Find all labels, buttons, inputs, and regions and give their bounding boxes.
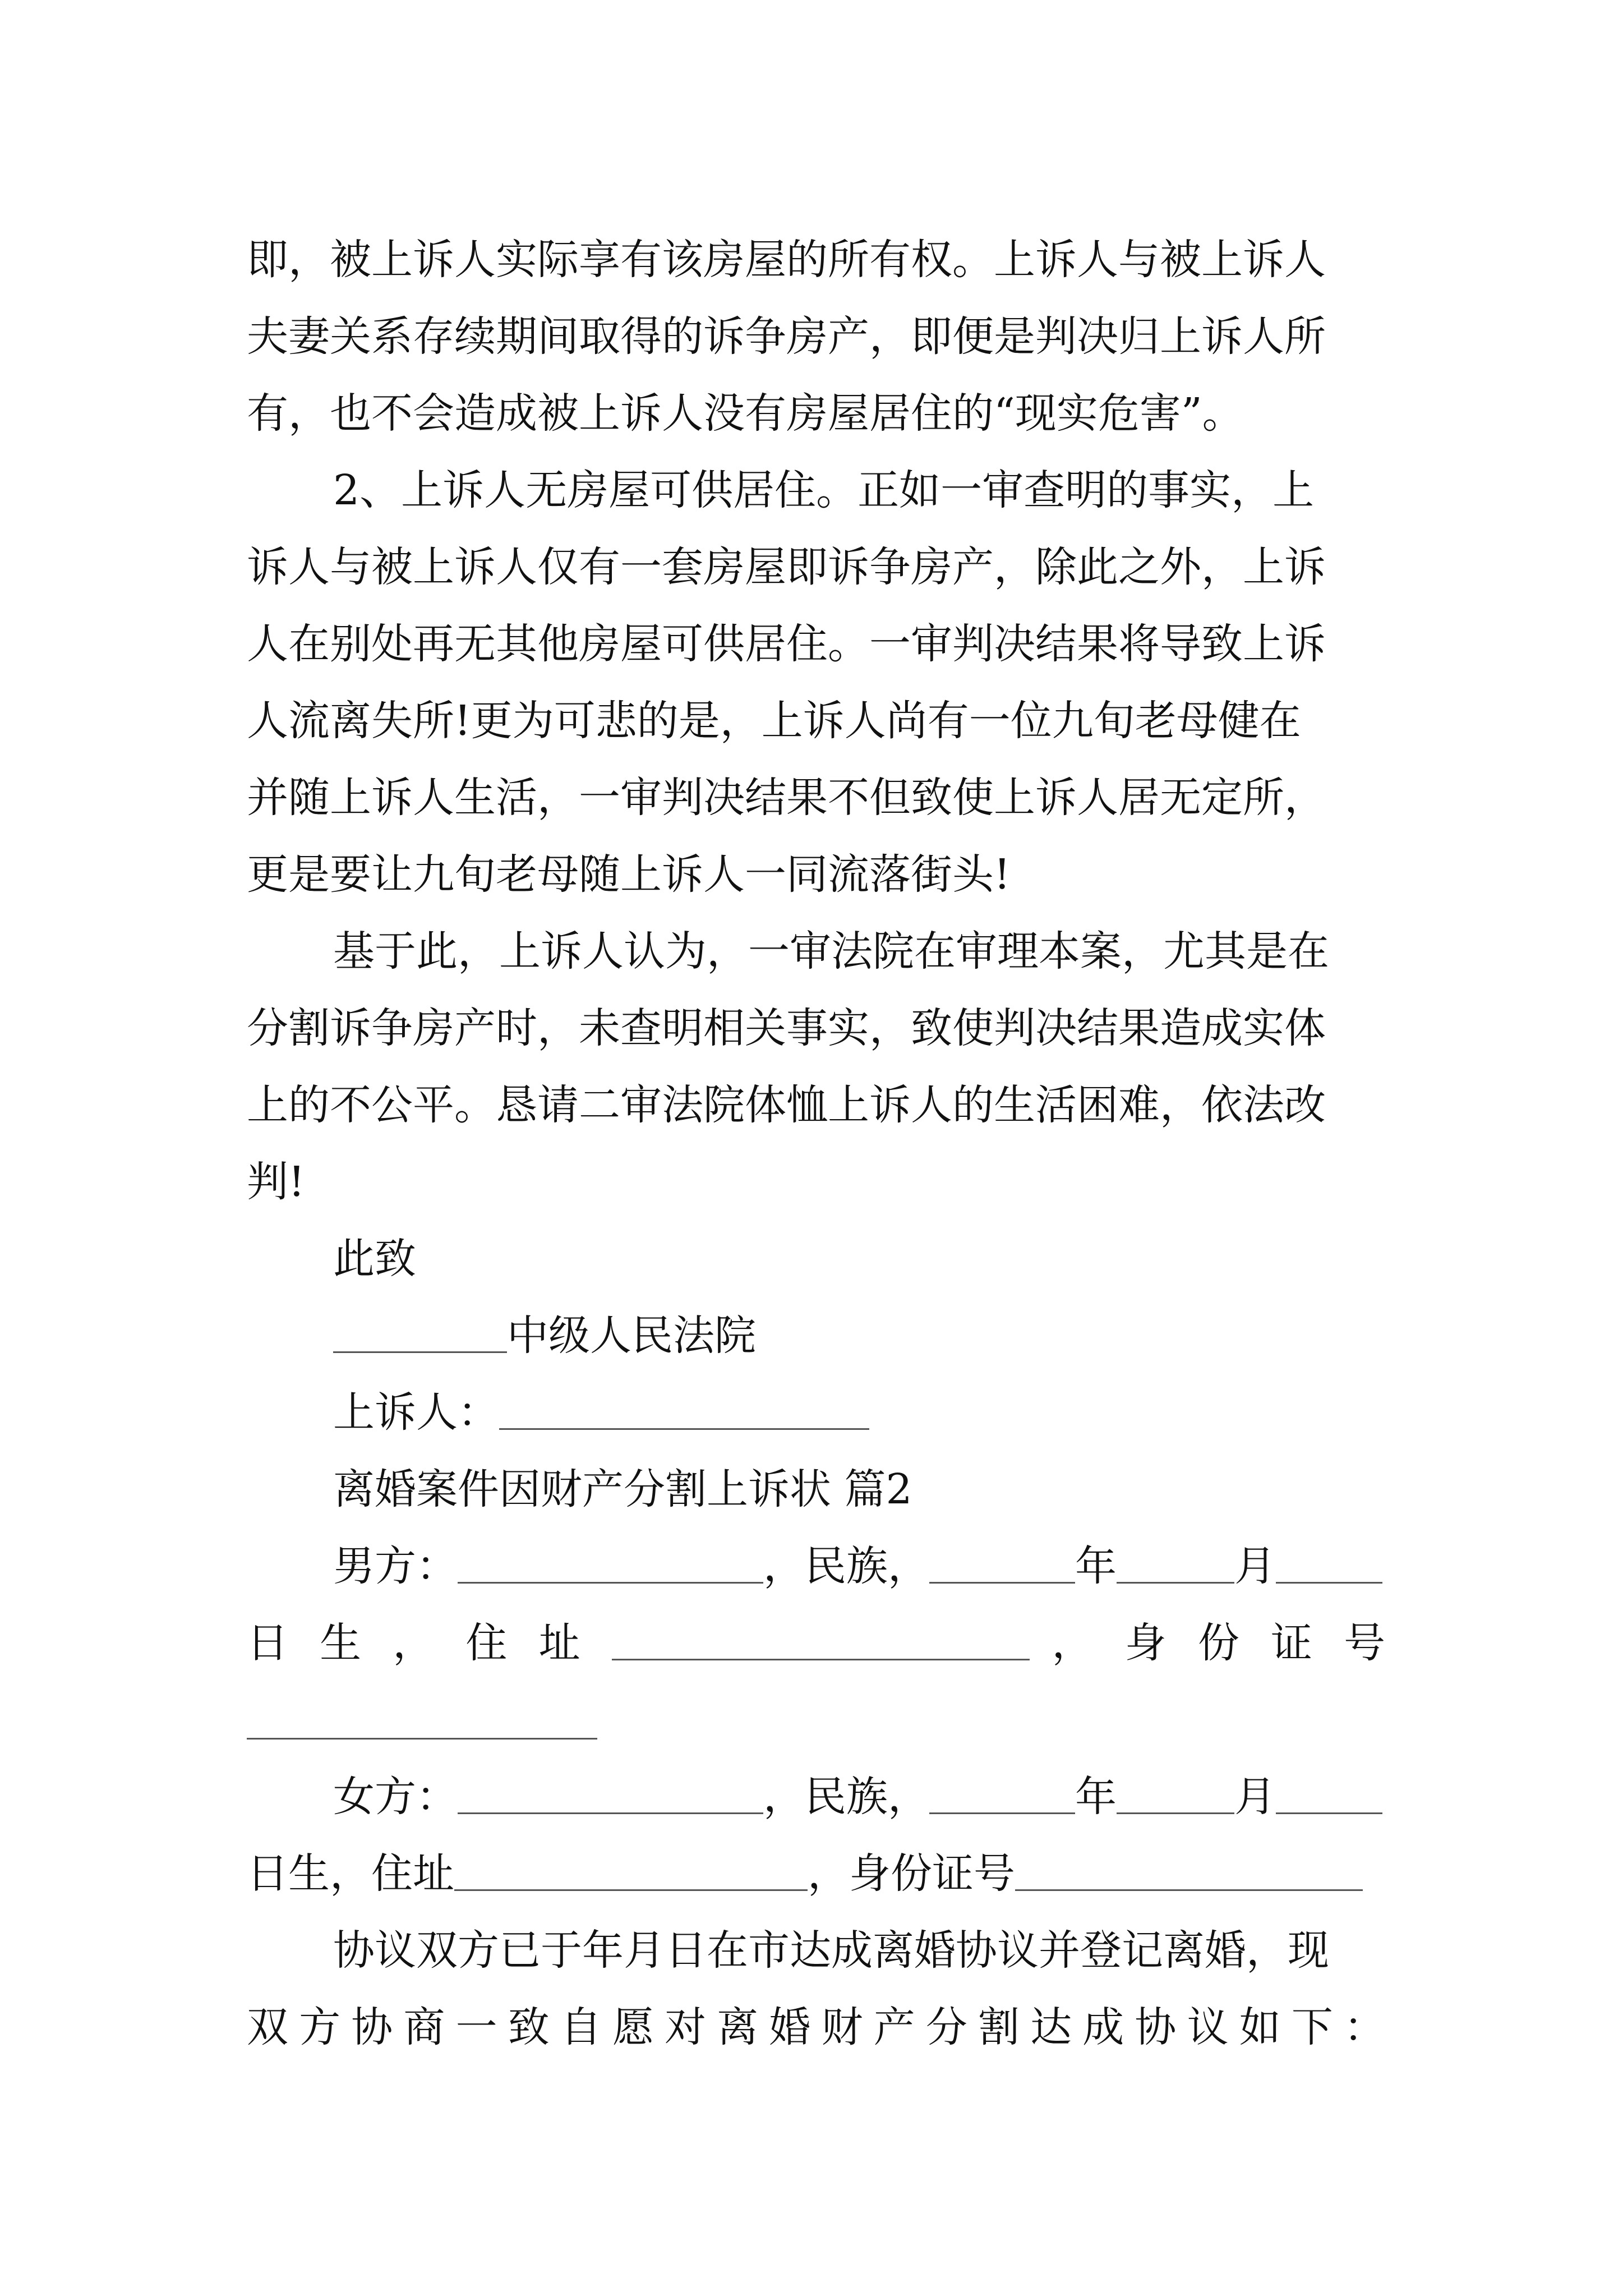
male-id-label: 份: [1197, 1619, 1249, 1667]
closing-greeting: 此致: [333, 1235, 416, 1283]
body-text-line: 即，被上诉人实际享有该房屋的所有权。上诉人与被上诉人: [247, 236, 1326, 284]
female-id-label: ，身份证号: [808, 1849, 1015, 1898]
female-ethnicity-label: ，民族，: [763, 1773, 929, 1821]
female-label: 女方：: [333, 1773, 458, 1821]
body-text-line: 2、上诉人无房屋可供居住。正如一审查明的事实，上: [333, 466, 1315, 514]
female-month-blank: [1276, 1779, 1382, 1814]
appellant-label: 上诉人：: [333, 1388, 499, 1437]
court-label: 中级人民法院: [507, 1312, 756, 1360]
male-month-label: 月: [1234, 1542, 1276, 1590]
male-address-label: 址: [538, 1619, 589, 1667]
male-address-label: 住: [465, 1619, 517, 1667]
male-born-text: ，: [393, 1619, 444, 1667]
body-text-line: 人流离失所!更为可悲的是，上诉人尚有一位九旬老母健在: [247, 697, 1301, 745]
male-month-blank: [1276, 1548, 1382, 1584]
male-id-blank: [247, 1704, 597, 1740]
body-text-line: 并随上诉人生活，一审判决结果不但致使上诉人居无定所，: [247, 774, 1326, 822]
body-text-line: 上的不公平。恳请二审法院体恤上诉人的生活困难，依法改: [247, 1081, 1326, 1129]
body-text-line: 基于此，上诉人认为，一审法院在审理本案，尤其是在: [333, 927, 1329, 976]
male-year-blank: [1117, 1548, 1234, 1584]
body-text-line: 诉人与被上诉人仅有一套房屋即诉争房产，除此之外，上诉: [247, 543, 1326, 591]
body-text-line: 双方协商一致自愿对离婚财产分割达成协议如下：: [247, 2003, 1385, 2051]
section-title: 离婚案件因财产分割上诉状 篇2: [333, 1465, 912, 1513]
body-text-line: 有，也不会造成被上诉人没有房屋居住的“现实危害”。: [247, 389, 1244, 438]
male-ethnicity-blank: [929, 1548, 1075, 1584]
body-text-line: 判!: [247, 1158, 305, 1206]
female-name-blank: [458, 1779, 763, 1814]
male-born-text: 日: [247, 1619, 298, 1667]
female-year-label: 年: [1075, 1773, 1117, 1821]
male-address-line: [247, 1605, 1385, 1682]
male-year-label: 年: [1075, 1542, 1117, 1590]
body-text-line: 协议双方已于年月日在市达成离婚协议并登记离婚，现: [333, 1926, 1329, 1975]
body-text-line: 夫妻关系存续期间取得的诉争房产，即便是判决归上诉人所: [247, 312, 1326, 361]
appellant-blank: [499, 1395, 869, 1430]
male-id-label: 证: [1270, 1619, 1322, 1667]
male-id-label: 身: [1124, 1619, 1175, 1667]
male-name-blank: [458, 1548, 763, 1584]
male-address-blank: [612, 1625, 1030, 1660]
male-ethnicity-label: ，民族，: [763, 1542, 929, 1590]
court-line: [247, 1297, 1385, 1374]
body-text-line: 更是要让九旬老母随上诉人一同流落街头!: [247, 850, 1011, 899]
body-text-line: 分割诉争房产时，未查明相关事实，致使判决结果造成实体: [247, 1004, 1326, 1052]
court-name-blank: [333, 1318, 507, 1353]
document-page: [247, 222, 1385, 2066]
male-line: [247, 1528, 1385, 1605]
male-id-label: ，: [1052, 1619, 1103, 1667]
male-id-blank-line: [247, 1682, 1385, 1759]
female-ethnicity-blank: [929, 1779, 1075, 1814]
male-label: 男方：: [333, 1542, 458, 1590]
female-line: [247, 1759, 1385, 1835]
appellant-line: [247, 1374, 1385, 1451]
female-address-label: 日生，住址: [247, 1849, 454, 1898]
female-year-blank: [1117, 1779, 1234, 1814]
body-text-line: 人在别处再无其他房屋可供居住。一审判决结果将导致上诉: [247, 620, 1326, 668]
male-id-label: 号: [1344, 1619, 1386, 1667]
female-month-label: 月: [1234, 1773, 1276, 1821]
female-address-blank: [454, 1856, 808, 1891]
female-id-blank: [1015, 1856, 1363, 1891]
female-address-line: [247, 1835, 1385, 1912]
male-born-text: 生: [320, 1619, 371, 1667]
